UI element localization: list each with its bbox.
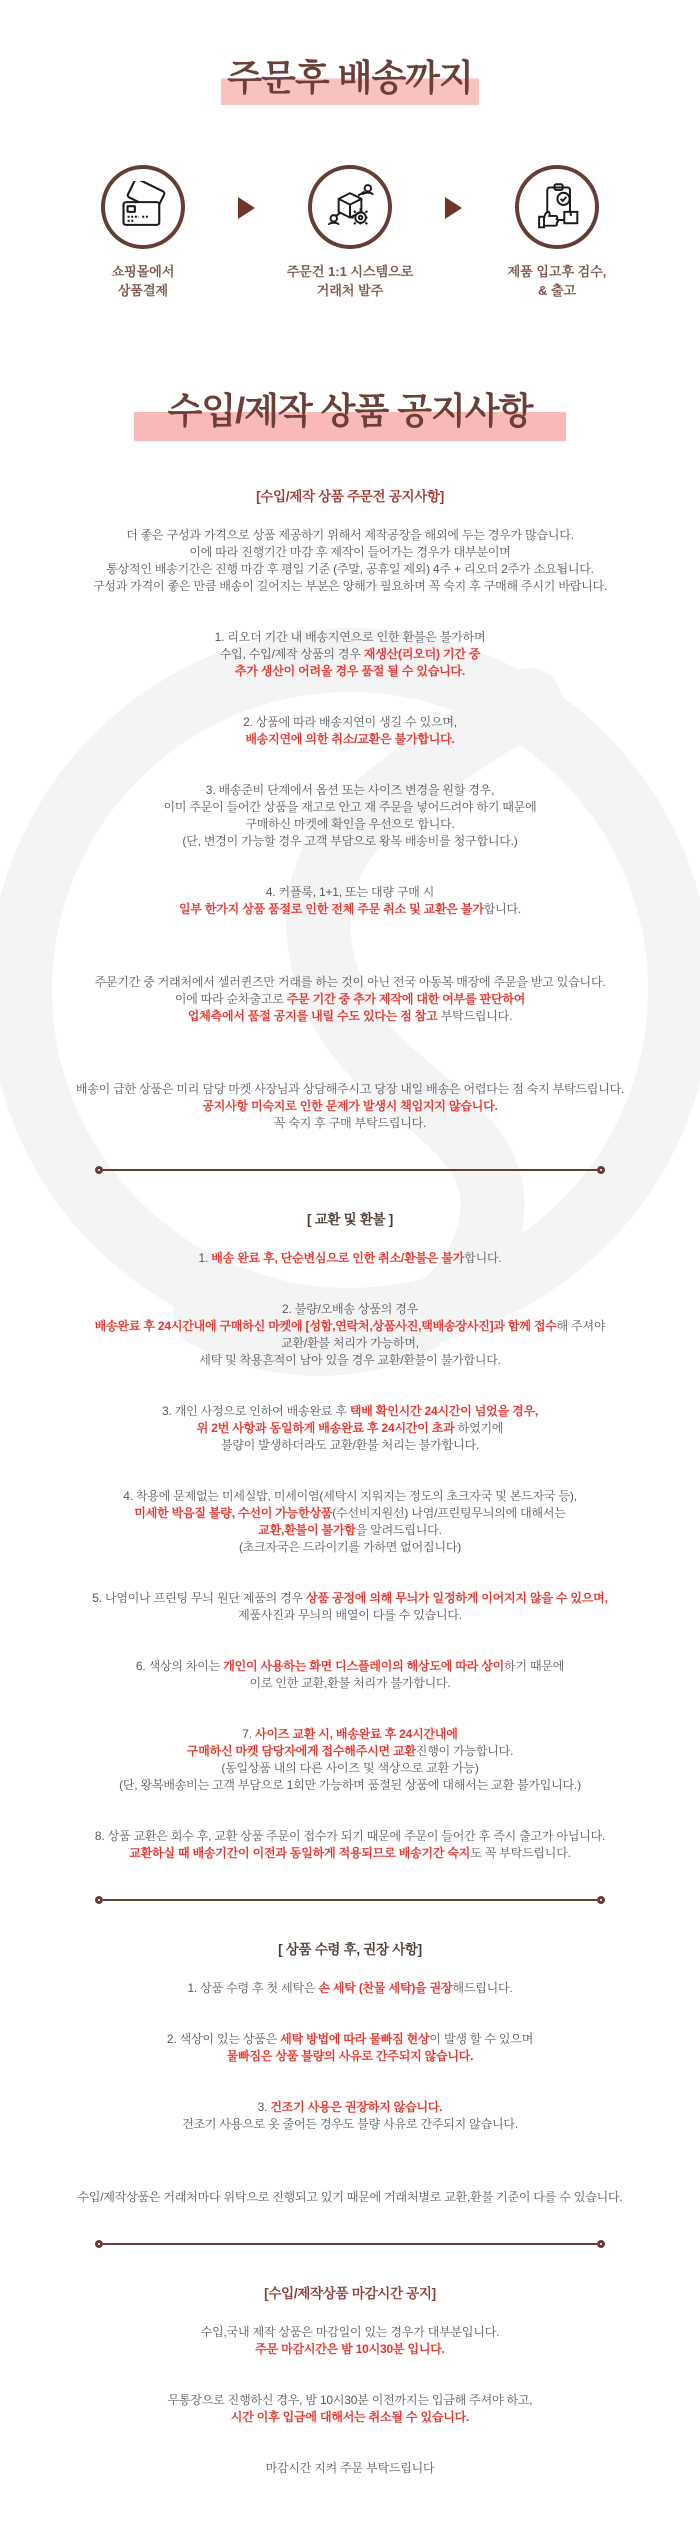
section-divider (95, 1166, 605, 1174)
body-text: 3. 개인 사정으로 인하여 배송완료 후 (161, 1403, 350, 1418)
notice-line (0, 1488, 700, 1505)
notice-paragraph (0, 1658, 700, 1692)
body-text: 이에 따라 진행기간 마감 후 제작이 들어가는 경우가 대부분이며 (189, 544, 511, 559)
payment-card-icon (117, 181, 169, 233)
step-label-line: 주문건 1:1 시스템으로 (286, 264, 414, 279)
notice-line (0, 2116, 700, 2133)
notice-paragraph (0, 884, 700, 918)
notice-paragraph (0, 2189, 700, 2206)
highlight-text: 재생산(리오더) 기간 중 (363, 646, 481, 661)
notice-line (0, 1335, 700, 1352)
body-text: 을 알려드립니다. (355, 1522, 442, 1537)
notice-line (0, 2392, 700, 2409)
highlight-text: 교환하실 때 배송기간이 이전과 동일하게 적용되므로 배송기간 숙지 (129, 1845, 471, 1860)
notice-line (0, 1760, 700, 1777)
notice-paragraph (0, 1250, 700, 1267)
divider-ring-icon (95, 1166, 103, 1174)
divider-line (103, 2243, 597, 2245)
section-header: [수입/제작상품 마감시간 공지] (264, 2285, 436, 2301)
step-label-line: 쇼핑몰에서 (111, 264, 175, 279)
section-divider (95, 1896, 605, 1904)
notice-line (0, 1081, 700, 1098)
body-text: 배송이 급한 상품은 미리 담당 마켓 사장님과 상담해주시고 당장 내일 배송은 어렵다는 점 숙지 부탁드립니다. (75, 1081, 625, 1096)
body-text: 3. 배송준비 단계에서 옵션 또는 사이즈 변경을 원할 경우, (205, 782, 495, 797)
order-process-steps (0, 165, 700, 301)
body-text: 합니다. (464, 1250, 502, 1265)
notice-line (0, 991, 700, 1008)
notice-line (0, 663, 700, 680)
notice-line (0, 1828, 700, 1845)
body-text: 통상적인 배송기간은 진행 마감 후 평일 기준 (주말, 공휴일 제외) 4주 + 리오더 2주가 소요됩니다. (106, 561, 594, 576)
notice-line (0, 833, 700, 850)
body-text: 부탁드립니다. (437, 1008, 513, 1023)
notice-line (0, 1420, 700, 1437)
notice-line (0, 1743, 700, 1760)
highlight-text: 구매하신 마켓 담당자에게 접수해주시면 교환 (186, 1743, 416, 1758)
notice-paragraph (0, 629, 700, 680)
notice-line (0, 799, 700, 816)
notice-line (0, 2460, 700, 2477)
body-text: (단, 왕복배송비는 고객 부담으로 1회만 가능하며 품절된 상품에 대해서는 교환 불가입니다.) (119, 1777, 581, 1792)
step-circle (101, 165, 185, 249)
body-text: 마감시간 지켜 주문 부탁드립니다 (265, 2460, 435, 2475)
step-label (112, 263, 175, 301)
body-text: 수입, 수입/제작 상품의 경우 (219, 646, 364, 661)
notice-line (0, 646, 700, 663)
notice-paragraph (0, 2031, 700, 2065)
highlight-text: 건조기 사용은 권장하지 않습니다. (270, 2099, 443, 2114)
notice-line (0, 816, 700, 833)
notice-title: 수입/제작 상품 공지사항 (134, 383, 567, 441)
divider-ring-icon (95, 2240, 103, 2248)
step-payment (48, 165, 238, 301)
body-text: 2. 상품에 따라 배송지연이 생길 수 있으며, (243, 714, 457, 729)
body-text: 2. 색상이 있는 상품은 (166, 2031, 281, 2046)
body-text: 5. 나염이나 프린팅 무늬 원단 제품의 경우 (92, 1590, 307, 1605)
notice-line (0, 974, 700, 991)
highlight-text: 사이즈 교환 시, 배송완료 후 24시간내에 (255, 1726, 458, 1741)
highlight-text: 공지사항 미숙지로 인한 문제가 발생시 책임지지 않습니다. (202, 1098, 498, 1113)
body-text: 2. 불량/오배송 상품의 경우 (281, 1301, 419, 1316)
body-text: 이에 따라 순차출고로 (174, 991, 287, 1006)
notice-line (0, 901, 700, 918)
notice-line (0, 1437, 700, 1454)
body-text: (동일상품 내의 다른 사이즈 및 색상으로 교환 가능) (221, 1760, 479, 1775)
notice-line (0, 2099, 700, 2116)
body-text: 건조기 사용으로 옷 줄어든 경우도 불량 사유로 간주되지 않습니다. (182, 2116, 518, 2131)
step-order-system (255, 165, 445, 301)
notice-sections (0, 485, 700, 2547)
body-text: 구매하신 마켓에 확인을 우선으로 합니다. (245, 816, 455, 831)
highlight-text: 물빠짐은 상품 불량의 사유로 간주되지 않습니다. (226, 2048, 474, 2063)
notice-line (0, 2031, 700, 2048)
notice-line (0, 1098, 700, 1115)
body-text: 4. 착용에 문제없는 미세실밥, 미세이염(세탁시 지워지는 정도의 초크자국 및 본드자국 등), (123, 1488, 577, 1503)
step-label (287, 263, 413, 301)
notice-paragraph (0, 714, 700, 748)
body-text: 1. 리오더 기간 내 배송지연으로 인한 환불은 불가하며 (214, 629, 486, 644)
divider-ring-icon (597, 1896, 605, 1904)
highlight-text: 위 2번 사항과 동일하게 배송완료 후 24시간이 초과 (196, 1420, 455, 1435)
body-text: 진행이 가능합니다. (415, 1743, 514, 1758)
notice-line (0, 578, 700, 595)
body-text: 1. (198, 1250, 212, 1265)
body-text: 수입/제작상품은 거래처마다 위탁으로 진행되고 있기 때문에 거래처별로 교환,환불 기준이 다를 수 있습니다. (77, 2189, 623, 2204)
notice-line (0, 884, 700, 901)
inspection-shipping-icon (531, 181, 583, 233)
notice-paragraph (0, 782, 700, 850)
notice-line (0, 1726, 700, 1743)
step-label-line: 제품 입고후 검수, (507, 264, 607, 279)
arrow-right-icon (445, 197, 462, 219)
notice-line (0, 1318, 700, 1335)
notice-line (0, 1505, 700, 1522)
notice-paragraph (0, 2324, 700, 2358)
highlight-text: 손 세탁 (찬물 세탁)을 권장 (318, 1980, 453, 1995)
notice-line (0, 1845, 700, 1862)
notice-paragraph (0, 1488, 700, 1556)
step-circle (515, 165, 599, 249)
step-circle (308, 165, 392, 249)
divider-line (103, 1899, 597, 1901)
notice-line (0, 731, 700, 748)
body-text: 제품사진과 무늬의 배열이 다를 수 있습니다. (238, 1607, 462, 1622)
body-text: 교환/환불 처리가 가능하며, (281, 1335, 419, 1350)
highlight-text: 주문 마감시간은 밤 10시30분 입니다. (255, 2341, 445, 2356)
body-text: 세탁 및 착용흔적이 남아 있을 경우 교환/환불이 불가합니다. (199, 1352, 501, 1367)
body-text: 8. 상품 교환은 회수 후, 교환 상품 주문이 접수가 되기 때문에 주문이 들어간 후 즉시 출고가 아닙니다. (94, 1828, 606, 1843)
divider-line (103, 1169, 597, 1171)
highlight-text: 상품 공정에 의해 무늬가 일정하게 이어지지 않을 수 있으며, (306, 1590, 608, 1605)
highlight-text: 주문 기간 중 추가 제작에 대한 여부를 판단하여 (286, 991, 526, 1006)
notice-line (0, 1980, 700, 1997)
step-label-line: 거래처 발주 (316, 282, 384, 298)
divider-ring-icon (597, 2240, 605, 2248)
notice-paragraph (0, 974, 700, 1025)
notice-line (0, 527, 700, 544)
step-label-line: 상품결제 (117, 282, 169, 298)
body-text: 꼭 숙지 후 구매 부탁드립니다. (273, 1115, 427, 1130)
body-text: (수선비지원선) 나염/프린팅무늬의에 대해서는 (332, 1505, 566, 1520)
notice-line (0, 629, 700, 646)
notice-paragraph (0, 2460, 700, 2477)
body-text: 하기 때문에 (504, 1658, 565, 1673)
highlight-text: 일부 한가지 상품 품절로 인한 전체 주문 취소 및 교환은 불가 (178, 901, 484, 916)
body-text: 1. 상품 수령 후 첫 세탁은 (187, 1980, 319, 1995)
body-text: 하였기에 (454, 1420, 504, 1435)
highlight-text: 배송 완료 후, 단순변심으로 인한 취소/환불은 불가 (211, 1250, 465, 1265)
notice-line (0, 2048, 700, 2065)
step-label-line: & 출고 (537, 282, 577, 298)
body-text: 6. 색상의 차이는 (135, 1658, 224, 1673)
notice-paragraph (0, 1726, 700, 1794)
section-header: [수입/제작 상품 주문전 공지사항] (256, 488, 444, 504)
body-text: 주문기간 중 거래처에서 셀러퀸즈만 거래를 하는 것이 아닌 전국 아동복 매장에 주문을 받고 있습니다. (94, 974, 606, 989)
body-text: 불량이 발생하더라도 교환/환불 처리는 불가합니다. (220, 1437, 480, 1452)
highlight-text: 배송완료 후 24시간내에 구매하신 마켓에 [성함,연락처,상품사진,택배송장사진]과 함께 접수 (94, 1318, 557, 1333)
highlight-text: 택배 확인시간 24시간이 넘었을 경우, (349, 1403, 538, 1418)
body-text: 이 발생 할 수 있으며 (429, 2031, 534, 2046)
notice-line (0, 2189, 700, 2206)
section-divider (95, 2240, 605, 2248)
body-text: 해드립니다. (452, 1980, 513, 1995)
body-text: 무통장으로 진행하신 경우, 밤 10시30분 이전까지는 입금해 주셔야 하고, (167, 2392, 533, 2407)
section-header: [ 상품 수령 후, 권장 사항] (278, 1941, 422, 1957)
notice-line (0, 1301, 700, 1318)
notice-line (0, 1658, 700, 1675)
body-text: 7. (242, 1726, 256, 1741)
step-inspection (462, 165, 652, 301)
notice-paragraph (0, 2392, 700, 2426)
notice-line (0, 714, 700, 731)
highlight-text: 세탁 방법에 따라 물빠짐 현상 (280, 2031, 430, 2046)
notice-paragraph (0, 2099, 700, 2133)
highlight-text: 시간 이후 입금에 대해서는 취소될 수 있습니다. (230, 2409, 470, 2424)
notice-paragraph (0, 1403, 700, 1454)
body-text: 더 좋은 구성과 가격으로 상품 제공하기 위해서 제작공장을 해외에 두는 경우가 많습니다. (126, 527, 574, 542)
notice-line (0, 1352, 700, 1369)
section-header: [ 교환 및 환불 ] (307, 1211, 393, 1227)
notice-line (0, 1008, 700, 1025)
highlight-text: 추가 생산이 어려울 경우 품절 될 수 있습니다. (234, 663, 466, 678)
notice-line (0, 1590, 700, 1607)
page-title: 주문후 배송까지 (221, 50, 478, 105)
highlight-text: 교환,환불이 불가함 (258, 1522, 356, 1537)
highlight-text: 개인이 사용하는 화면 디스플레이의 해상도에 따라 상이 (223, 1658, 505, 1673)
body-text: 구성과 가격이 좋은 만큼 배송이 길어지는 부분은 양해가 필요하며 꼭 숙지 후 구매해 주시기 바랍니다. (92, 578, 608, 593)
order-system-icon (324, 181, 376, 233)
notice-paragraph (0, 1590, 700, 1624)
notice-line (0, 1250, 700, 1267)
notice-line (0, 1675, 700, 1692)
notice-paragraph (0, 1081, 700, 1132)
notice-paragraph (0, 1828, 700, 1862)
highlight-text: 미세한 박음질 불량, 수선이 가능한상품 (134, 1505, 333, 1520)
notice-line (0, 782, 700, 799)
body-text: (초크자국은 드라이기를 가하면 없어집니다) (238, 1539, 462, 1554)
step-label (508, 263, 607, 301)
body-text: 수입,국내 제작 상품은 마감일이 있는 경우가 대부분입니다. (200, 2324, 500, 2339)
divider-ring-icon (597, 1166, 605, 1174)
body-text: 이로 인한 교환,환불 처리가 불가합니다. (249, 1675, 451, 1690)
notice-paragraph (0, 527, 700, 595)
notice-line (0, 1539, 700, 1556)
notice-line (0, 2324, 700, 2341)
body-text: 3. (257, 2099, 271, 2114)
notice-line (0, 1777, 700, 1794)
notice-line (0, 1607, 700, 1624)
body-text: (단, 변경이 가능할 경우 고객 부담으로 왕복 배송비를 청구합니다.) (182, 833, 518, 848)
notice-line (0, 2409, 700, 2426)
notice-line (0, 1522, 700, 1539)
body-text: 4. 커플룩, 1+1, 또는 대량 구매 시 (265, 884, 435, 899)
body-text: 해 주셔야 (556, 1318, 606, 1333)
notice-line (0, 561, 700, 578)
body-text: 도 꼭 부탁드립니다. (470, 1845, 571, 1860)
notice-line (0, 2341, 700, 2358)
notice-paragraph (0, 1301, 700, 1369)
notice-line (0, 1403, 700, 1420)
notice-line (0, 544, 700, 561)
notice-paragraph (0, 1980, 700, 1997)
divider-ring-icon (95, 1896, 103, 1904)
highlight-text: 배송지연에 의한 취소/교환은 불가합니다. (245, 731, 455, 746)
highlight-text: 업체측에서 품절 공지를 내릴 수도 있다는 점 참고 (187, 1008, 438, 1023)
body-text: 이미 주문이 들어간 상품을 재고로 안고 재 주문을 넣어드려야 하기 때문에 (163, 799, 537, 814)
notice-line (0, 1115, 700, 1132)
body-text: 합니다. (483, 901, 522, 916)
arrow-right-icon (238, 197, 255, 219)
